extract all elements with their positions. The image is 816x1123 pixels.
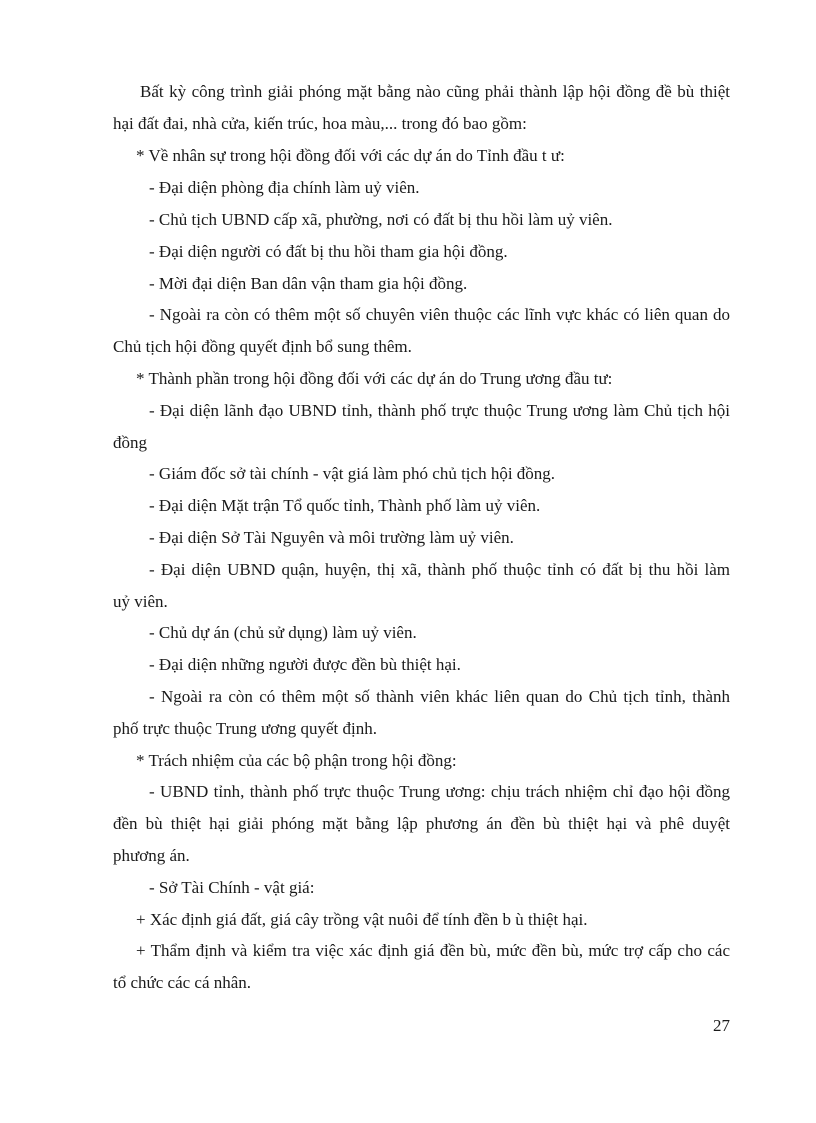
text-line: - UBND tỉnh, thành phố trực thuộc Trung ương: chịu trách nhiệm chỉ đạo hội đồng — [149, 782, 730, 801]
text-line: - Ngoài ra còn có thêm một số chuyên viên thuộc các lĩnh vực khác có liên quan do — [149, 305, 730, 324]
text-line: - Đại diện Mặt trận Tổ quốc tỉnh, Thành phố làm uỷ viên. — [149, 496, 541, 515]
text-line: - Sở Tài Chính - vật giá: — [149, 878, 315, 897]
text-line: - Giám đốc sở tài chính - vật giá làm phó chủ tịch hội đồng. — [149, 464, 556, 483]
text-line: tổ chức các cá nhân. — [113, 973, 252, 992]
text-line: * Về nhân sự trong hội đồng đối với các dự án do Tỉnh đầu t ư: — [136, 146, 565, 165]
text-line: * Trách nhiệm của các bộ phận trong hội đồng: — [136, 751, 457, 770]
text-line: - Đại diện phòng địa chính làm uỷ viên. — [149, 178, 420, 197]
text-line: - Chủ dự án (chủ sử dụng) làm uỷ viên. — [149, 623, 417, 642]
text-line: - Đại diện những người được đền bù thiệt hại. — [149, 655, 461, 674]
text-line: - Ngoài ra còn có thêm một số thành viên khác liên quan do Chủ tịch tỉnh, thành — [149, 687, 730, 706]
text-line: - Chủ tịch UBND cấp xã, phường, nơi có đất bị thu hồi làm uỷ viên. — [149, 210, 613, 229]
text-line: - Đại diện lãnh đạo UBND tỉnh, thành phố trực thuộc Trung ương làm Chủ tịch hội — [149, 401, 730, 420]
text-line: phố trực thuộc Trung ương quyết định. — [113, 719, 377, 738]
text-line: - Đại diện UBND quận, huyện, thị xã, thành phố thuộc tỉnh có đất bị thu hồi làm — [149, 560, 730, 579]
text-line: - Đại diện Sở Tài Nguyên và môi trường làm uỷ viên. — [149, 528, 514, 547]
text-line: phương án. — [113, 846, 190, 865]
text-line: đền bù thiệt hại giải phóng mặt bằng lập phương án đền bù thiệt hại và phê duyệt — [113, 814, 730, 833]
text-line: - Mời đại diện Ban dân vận tham gia hội đồng. — [149, 274, 468, 293]
text-line: đồng — [113, 433, 147, 452]
text-line: Bất kỳ công trình giải phóng mặt bằng nào cũng phải thành lập hội đồng đề bù thiệt — [140, 82, 730, 101]
text-line: + Xác định giá đất, giá cây trồng vật nuôi để tính đền b ù thiệt hại. — [136, 910, 588, 929]
page-number: 27 — [713, 1016, 730, 1035]
text-line: hại đất đai, nhà cửa, kiến trúc, hoa màu,... trong đó bao gồm: — [113, 114, 527, 133]
text-line: + Thẩm định và kiểm tra việc xác định giá đền bù, mức đền bù, mức trợ cấp cho các — [136, 941, 730, 960]
text-line: Chủ tịch hội đồng quyết định bổ sung thêm. — [113, 337, 412, 356]
text-line: - Đại diện người có đất bị thu hồi tham gia hội đồng. — [149, 242, 508, 261]
text-line: uỷ viên. — [113, 592, 168, 611]
text-line: * Thành phần trong hội đồng đối với các dự án do Trung ương đầu tư: — [136, 369, 613, 388]
